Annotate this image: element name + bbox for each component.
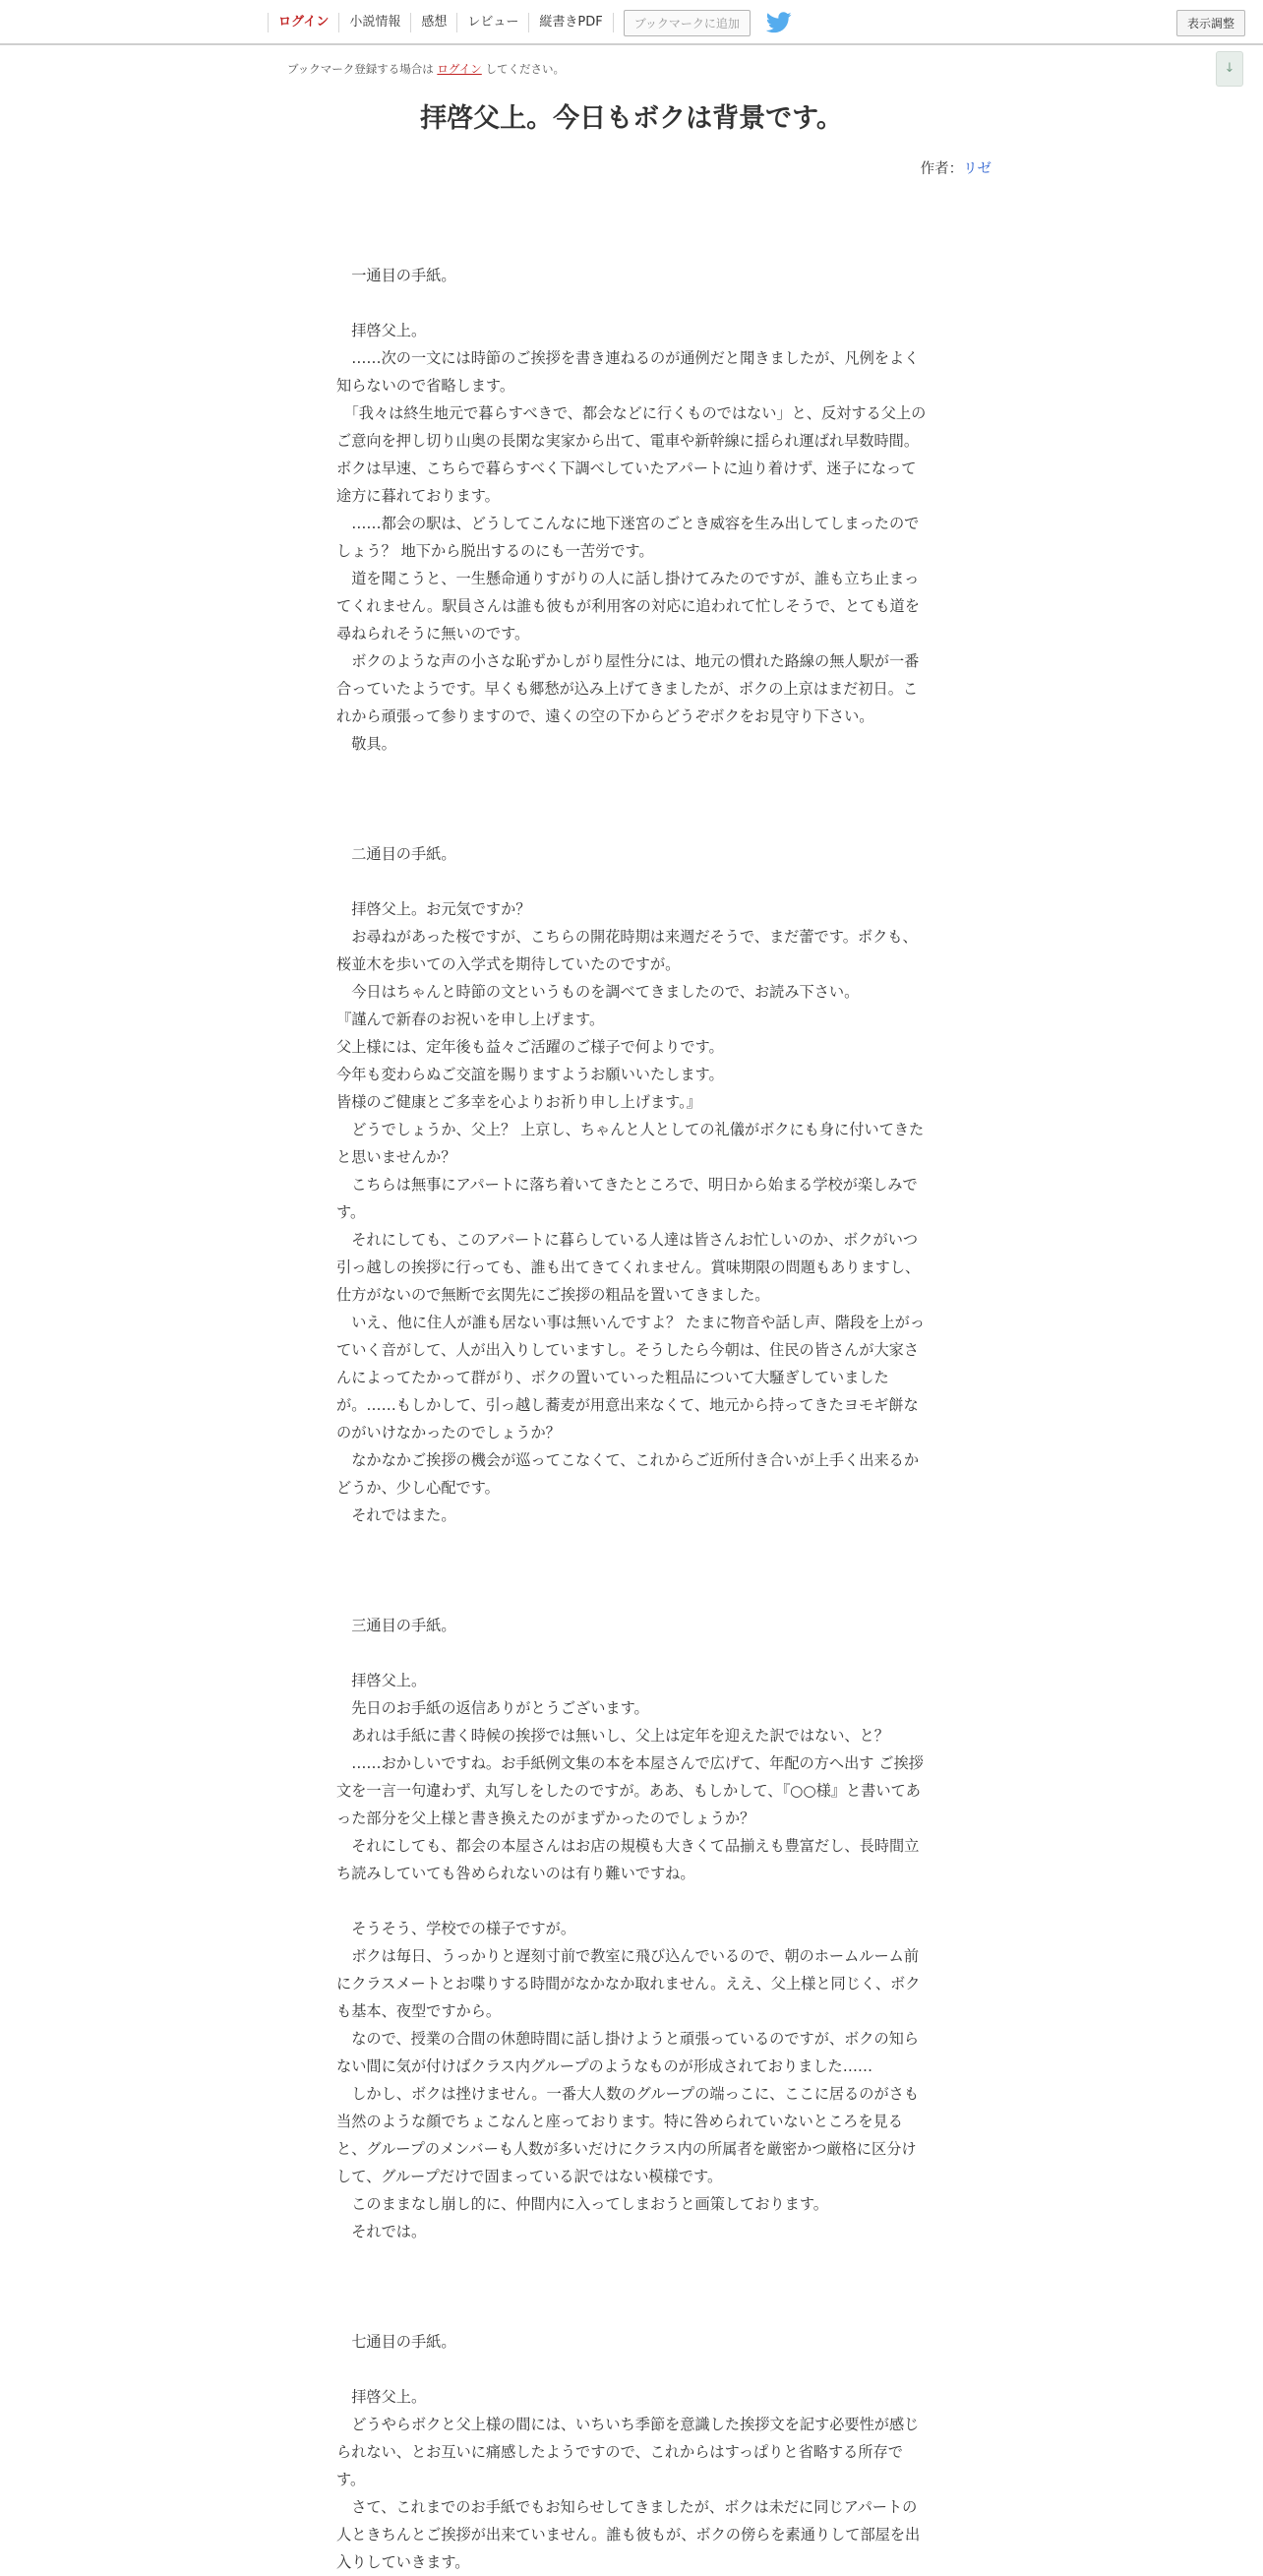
novel-paragraph: [336, 234, 927, 262]
novel-paragraph: なかなかご挨拶の機会が巡ってこなくて、これからご近所付き合いが上手く出来るかどうか、少し心配です。: [336, 1451, 920, 1497]
bookmark-login-note: [287, 61, 565, 77]
twitter-icon[interactable]: [766, 12, 792, 33]
novel-paragraph: 『謹んで新春のお祝いを申し上げます。: [336, 1011, 605, 1028]
novel-paragraph: あれは手紙に書く時候の挨拶では無いし、父上は定年を迎えた訳ではない、と？: [336, 1727, 889, 1745]
novel-paragraph: [336, 785, 927, 813]
novel-paragraph: 敬具。: [336, 735, 396, 753]
novel-paragraph: [336, 1639, 927, 1667]
novel-paragraph: 今日はちゃんと時節の文というものを調べてきましたので、お読み下さい。: [336, 983, 860, 1001]
novel-paragraph: [336, 868, 927, 895]
novel-paragraph: 拝啓父上。: [336, 322, 427, 339]
novel-paragraph: ボクは毎日、うっかりと遅刻寸前で教室に飛び込んでいるので、朝のホームルーム前にクラスメートとお喋りする時間がなかなか取れません。ええ、父上様と同じく、ボクも基本、夜型ですから。: [336, 1947, 921, 2020]
novel-paragraph: [336, 813, 927, 840]
top-navigation-bar: [0, 0, 1263, 45]
novel-paragraph: 「我々は終生地元で暮らすべきで、都会などに行くものではない」と、反対する父上のご意向を押し切り山奥の長閑な実家から出て、電車や新幹線に揺られ運ばれ早数時間。ボクは早速、こちらで暮らすべく下調べしていたアパートに辿り着けず、迷子になって途方に暮れております。: [336, 404, 927, 505]
novel-paragraph: [336, 289, 927, 317]
novel-body: [336, 234, 927, 2576]
novel-paragraph: 拝啓父上。: [336, 1672, 427, 1689]
novel-paragraph: [336, 2245, 927, 2273]
novel-paragraph: ボクのような声の小さな恥ずかしがり屋性分には、地元の慣れた路線の無人駅が一番合っていたようです。早くも郷愁が込み上げてきましたが、ボクの上京はまだ初日。これから頑張って参りますので、遠くの空の下からどうぞボクをお見守り下さい。: [336, 652, 920, 725]
novel-paragraph: ……次の一文には時節のご挨拶を書き連ねるのが通例だと聞きましたが、凡例をよく知らないので省略します。: [336, 349, 920, 395]
bookmark-note-after: してください。: [485, 62, 565, 76]
novel-paragraph: このままなし崩し的に、仲間内に入ってしまおうと画策しております。: [336, 2195, 828, 2213]
novel-paragraph: しかし、ボクは挫けません。一番大人数のグループの端っこに、ここに居るのがさも当然のような顔でちょこなんと座っております。特に咎められていないところを見ると、グループのメンバーも人数が多いだけにクラス内の所属者を厳密かつ厳格に区分けして、グループだけで固まっている訳ではない模様です。: [336, 2085, 920, 2185]
add-bookmark-button[interactable]: ブックマークに追加: [624, 10, 751, 36]
novel-paragraph: どうやらボクと父上様の間には、いちいち季節を意識した挨拶文を記す必要性が感じられない、とお互いに痛感したようですので、これからはすっぱりと省略する所存です。: [336, 2416, 920, 2488]
novel-paragraph: [336, 2300, 927, 2328]
bookmark-note-login-link[interactable]: ログイン: [437, 62, 482, 76]
display-settings-button[interactable]: 表示調整: [1176, 10, 1245, 36]
novel-paragraph: [336, 758, 927, 785]
novel-paragraph: [336, 1887, 927, 1915]
novel-paragraph: 今年も変わらぬご交誼を賜りますようお願いいたします。: [336, 1066, 724, 1083]
novel-paragraph: それにしても、このアパートに暮らしている人達は皆さんお忙しいのか、ボクがいつ引っ越しの挨拶に行っても、誰も出てきてくれません。賞味期限の問題もありますし、仕方がないので無断で玄関先にご挨拶の粗品を置いてきました。: [336, 1231, 921, 1304]
novel-paragraph: それにしても、都会の本屋さんはお店の規模も大きくて品揃えも豊富だし、長時間立ち読みしていても咎められないのは有り難いですね。: [336, 1837, 920, 1882]
nav-vertical-pdf-link[interactable]: 縦書きPDF: [528, 13, 613, 32]
novel-paragraph: どうでしょうか、父上？ 上京し、ちゃんと人としての礼儀がボクにも身に付いてきたと思いませんか？: [336, 1121, 925, 1166]
nav-review-link[interactable]: レビュー: [456, 13, 528, 32]
nav-menu: [268, 0, 792, 45]
novel-paragraph: お尋ねがあった桜ですが、こちらの開花時期は来週だそうで、まだ蕾です。ボクも、桜並木を歩いての入学式を期待していたのですが。: [336, 928, 918, 973]
novel-paragraph: ……都会の駅は、どうしてこんなに地下迷宮のごとき威容を生み出してしまったのでしょう？ 地下から脱出するのにも一苦労です。: [336, 515, 920, 560]
author-line: [921, 157, 992, 178]
novel-paragraph: そうそう、学校での様子ですが。: [336, 1920, 575, 1937]
novel-paragraph: いえ、他に住人が誰も居ない事は無いんですよ？ たまに物音や話し声、階段を上がっていく音がして、人が出入りしていますし。そうしたら今朝は、住民の皆さんが大家さんによってたかって群がり、ボクの置いていった粗品について大騒ぎしていましたが。……もしかして、引っ越し蕎麦が用意出来なくて、地元から持ってきたヨモギ餅なのがいけなかったのでしょうか？: [336, 1314, 926, 1441]
novel-paragraph: それでは。: [336, 2223, 427, 2240]
bookmark-note-before: ブックマーク登録する場合は: [287, 62, 434, 76]
scroll-down-button[interactable]: ↓: [1216, 51, 1243, 87]
nav-novel-info-link[interactable]: 小説情報: [338, 13, 410, 32]
novel-paragraph: 七通目の手紙。: [336, 2333, 456, 2351]
novel-paragraph: 道を聞こうと、一生懸命通りすがりの人に話し掛けてみたのですが、誰も立ち止まってくれません。駅員さんは誰も彼もが利用客の対応に追われて忙しそうで、とても道を尋ねられそうに無いのです。: [336, 570, 920, 643]
novel-title: 拝啓父上。今日もボクは背景です。: [420, 103, 843, 134]
novel-paragraph: なので、授業の合間の休憩時間に話し掛けようと頑張っているのですが、ボクの知らない間に気が付けばクラス内グループのようなものが形成されておりました……: [336, 2030, 920, 2075]
novel-paragraph: ……おかしいですね。お手紙例文集の本を本屋さんで広げて、年配の方へ出す ご挨拶文を一言一句違わず、丸写しをしたのですが。ああ、もしかして、『○○様』と書いてあった部分を父上様と書き換えたのがまずかったのでしょうか？: [336, 1754, 924, 1827]
novel-paragraph: 皆様のご健康とご多幸を心よりお祈り申し上げます。』: [336, 1093, 701, 1111]
novel-paragraph: 一通目の手紙。: [336, 267, 456, 284]
novel-paragraph: 二通目の手紙。: [336, 845, 456, 863]
novel-paragraph: 拝啓父上。: [336, 2388, 427, 2406]
author-label: 作者：: [920, 161, 964, 177]
novel-paragraph: [336, 1584, 927, 1612]
novel-paragraph: [336, 2356, 927, 2383]
nav-login-link[interactable]: ログイン: [268, 13, 338, 32]
novel-paragraph: [336, 1557, 927, 1584]
nav-impressions-link[interactable]: 感想: [410, 13, 456, 32]
novel-paragraph: 拝啓父上。お元気ですか？: [336, 900, 531, 918]
novel-paragraph: 先日のお手紙の返信ありがとうございます。: [336, 1699, 649, 1717]
novel-paragraph: 父上様には、定年後も益々ご活躍のご様子で何よりです。: [336, 1038, 724, 1056]
novel-paragraph: 三通目の手紙。: [336, 1617, 456, 1634]
novel-paragraph: それではまた。: [336, 1506, 456, 1524]
novel-paragraph: さて、これまでのお手紙でもお知らせしてきましたが、ボクは未だに同じアパートの人ときちんとご挨拶が出来ていません。誰も彼もが、ボクの傍らを素通りして部屋を出入りしていきます。: [336, 2498, 921, 2571]
author-name-link[interactable]: リゼ: [963, 161, 992, 177]
novel-paragraph: [336, 2273, 927, 2300]
novel-paragraph: [336, 1529, 927, 1557]
novel-paragraph: こちらは無事にアパートに落ち着いてきたところで、明日から始まる学校が楽しみです。: [336, 1176, 918, 1221]
